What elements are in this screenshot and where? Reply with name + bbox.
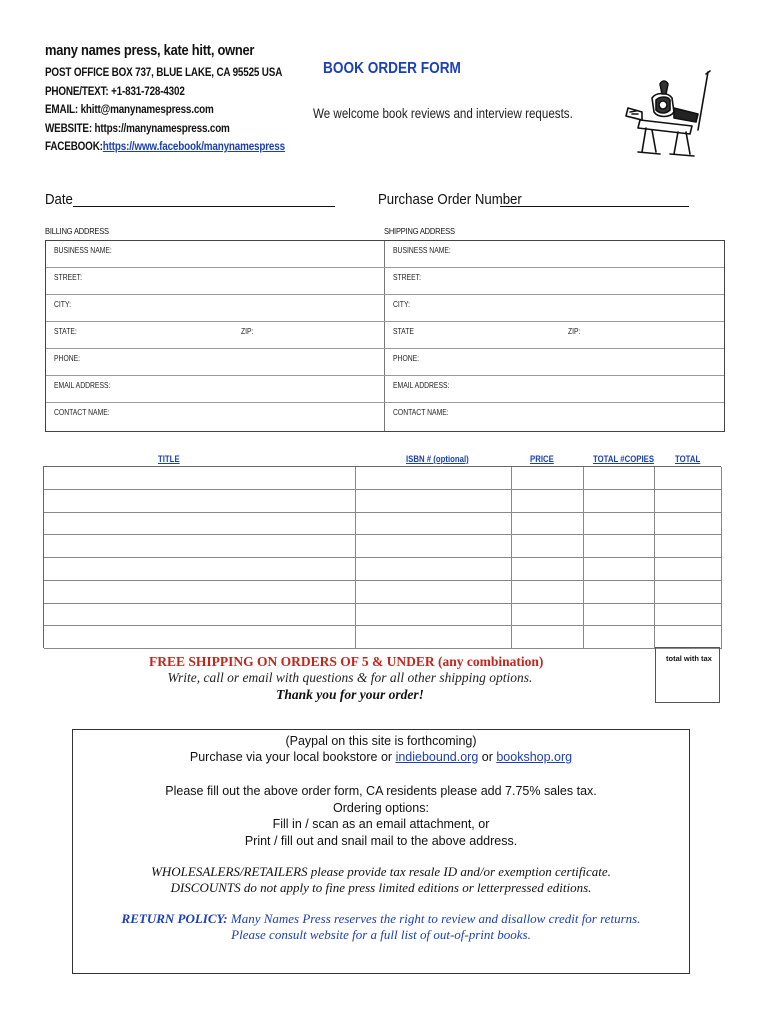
column-header-title: TITLE xyxy=(158,454,180,465)
letterpress-printing-press-icon xyxy=(622,68,714,160)
return-policy-line xyxy=(73,911,689,927)
billing-contact-label: CONTACT NAME: xyxy=(54,408,110,417)
brand-name: many names press, kate hitt, owner xyxy=(45,42,255,59)
order-cell-price[interactable] xyxy=(512,604,584,627)
order-cell-isbn[interactable] xyxy=(356,513,512,536)
free-shipping-note: FREE SHIPPING ON ORDERS OF 5 & UNDER (any combination) xyxy=(149,654,544,669)
phone-line: PHONE/TEXT: +1-831-728-4302 xyxy=(45,86,185,98)
shipping-phone-field[interactable] xyxy=(385,349,724,376)
billing-contact-field[interactable] xyxy=(46,403,384,430)
billing-street-field[interactable] xyxy=(46,268,384,295)
shipping-city-field[interactable] xyxy=(385,295,724,322)
order-cell-isbn[interactable] xyxy=(356,535,512,558)
order-cell-title[interactable] xyxy=(44,467,356,490)
address-row-contact xyxy=(46,403,724,430)
order-cell-total[interactable] xyxy=(655,581,722,604)
ordering-info-box xyxy=(72,729,690,974)
column-header-isbn: ISBN # (optional) xyxy=(406,454,469,465)
form-title: BOOK ORDER FORM xyxy=(323,60,461,77)
paypal-note: (Paypal on this site is forthcoming) xyxy=(285,734,477,748)
billing-address-heading: BILLING ADDRESS xyxy=(45,226,109,236)
facebook-label: FACEBOOK: xyxy=(45,141,103,153)
date-label: Date xyxy=(45,191,73,208)
billing-business-field[interactable] xyxy=(46,241,384,268)
shipping-street-label: STREET: xyxy=(393,273,421,282)
purchase-options-line xyxy=(73,750,689,764)
order-cell-copies[interactable] xyxy=(584,467,655,490)
order-cell-title[interactable] xyxy=(44,604,356,627)
billing-business-label: BUSINESS NAME: xyxy=(54,246,112,255)
order-cell-title[interactable] xyxy=(44,513,356,536)
order-cell-copies[interactable] xyxy=(584,604,655,627)
order-table xyxy=(43,466,721,648)
discounts-note: DISCOUNTS do not apply to fine press limited editions or letterpressed editions. xyxy=(170,880,592,895)
order-cell-title[interactable] xyxy=(44,558,356,581)
address-row-street xyxy=(46,268,724,295)
shipping-phone-label: PHONE: xyxy=(393,354,420,363)
column-header-total-copies: TOTAL #COPIES xyxy=(593,454,655,465)
shipping-street-field[interactable] xyxy=(385,268,724,295)
billing-street-label: STREET: xyxy=(54,273,82,282)
order-cell-price[interactable] xyxy=(512,626,584,649)
ordering-option-email: Fill in / scan as an email attachment, or xyxy=(272,817,490,831)
order-cell-total[interactable] xyxy=(655,535,722,558)
fill-out-note: Please fill out the above order form, CA residents please add 7.75% sales tax. xyxy=(165,784,597,798)
address-row-business xyxy=(46,241,724,268)
website-line: WEBSITE: https://manynamespress.com xyxy=(45,123,230,135)
welcome-text: We welcome book reviews and interview requests. xyxy=(313,106,573,121)
shipping-state-zip-field[interactable] xyxy=(385,322,724,349)
order-cell-total[interactable] xyxy=(655,626,722,649)
billing-email-label: EMAIL ADDRESS: xyxy=(54,381,111,390)
order-cell-total[interactable] xyxy=(655,604,722,627)
facebook-line xyxy=(45,141,285,153)
order-cell-price[interactable] xyxy=(512,513,584,536)
billing-phone-field[interactable] xyxy=(46,349,384,376)
shipping-contact-field[interactable] xyxy=(385,403,724,430)
order-cell-title[interactable] xyxy=(44,581,356,604)
shipping-state-label: STATE xyxy=(393,327,414,336)
order-cell-copies[interactable] xyxy=(584,581,655,604)
shipping-contact-label: CONTACT NAME: xyxy=(393,408,449,417)
shipping-city-label: CITY: xyxy=(393,300,411,309)
order-cell-title[interactable] xyxy=(44,626,356,649)
purchase-or: or xyxy=(478,750,497,764)
column-header-price: PRICE xyxy=(530,454,554,465)
email-line: EMAIL: khitt@manynamespress.com xyxy=(45,104,214,116)
order-cell-isbn[interactable] xyxy=(356,558,512,581)
billing-phone-label: PHONE: xyxy=(54,354,81,363)
shipping-email-label: EMAIL ADDRESS: xyxy=(393,381,450,390)
ordering-options-heading: Ordering options: xyxy=(333,801,429,815)
billing-state-zip-field[interactable] xyxy=(46,322,384,349)
billing-state-label: STATE: xyxy=(54,327,77,336)
shipping-zip-label: ZIP: xyxy=(568,327,581,336)
address-box xyxy=(45,240,725,432)
billing-city-field[interactable] xyxy=(46,295,384,322)
address-row-state-zip xyxy=(46,322,724,349)
order-cell-isbn[interactable] xyxy=(356,604,512,627)
order-cell-total[interactable] xyxy=(655,513,722,536)
return-policy-text: Many Names Press reserves the right to review and disallow credit for returns. xyxy=(227,911,641,926)
order-cell-isbn[interactable] xyxy=(356,626,512,649)
order-cell-copies[interactable] xyxy=(584,513,655,536)
return-policy-label: RETURN POLICY: xyxy=(121,911,228,926)
order-cell-price[interactable] xyxy=(512,535,584,558)
column-header-total: TOTAL xyxy=(675,454,701,465)
order-cell-price[interactable] xyxy=(512,467,584,490)
address-row-city xyxy=(46,295,724,322)
order-cell-title[interactable] xyxy=(44,535,356,558)
indiebound-link[interactable]: indiebound.org xyxy=(395,750,479,764)
order-cell-copies[interactable] xyxy=(584,490,655,513)
billing-zip-label: ZIP: xyxy=(241,327,254,336)
order-cell-price[interactable] xyxy=(512,581,584,604)
wholesalers-note: WHOLESALERS/RETAILERS please provide tax resale ID and/or exemption certificate. xyxy=(151,864,611,879)
order-cell-price[interactable] xyxy=(512,490,584,513)
order-cell-price[interactable] xyxy=(512,558,584,581)
address-row-email xyxy=(46,376,724,403)
facebook-link[interactable]: https://www.facebook/manynamespress xyxy=(102,141,285,153)
order-cell-isbn[interactable] xyxy=(356,490,512,513)
out-of-print-note: Please consult website for a full list of out-of-print books. xyxy=(231,927,531,942)
order-cell-title[interactable] xyxy=(44,490,356,513)
shipping-business-label: BUSINESS NAME: xyxy=(393,246,451,255)
order-cell-isbn[interactable] xyxy=(356,467,512,490)
address-row-phone xyxy=(46,349,724,376)
total-with-tax-label: total with tax xyxy=(666,654,712,663)
order-cell-isbn[interactable] xyxy=(356,581,512,604)
billing-city-label: CITY: xyxy=(54,300,72,309)
order-cell-copies[interactable] xyxy=(584,626,655,649)
shipping-email-field[interactable] xyxy=(385,376,724,403)
bookshop-link[interactable]: bookshop.org xyxy=(496,750,573,764)
order-cell-copies[interactable] xyxy=(584,535,655,558)
billing-email-field[interactable] xyxy=(46,376,384,403)
shipping-address-heading: SHIPPING ADDRESS xyxy=(384,226,455,236)
order-cell-total[interactable] xyxy=(655,558,722,581)
shipping-questions-note: Write, call or email with questions & for all other shipping options. xyxy=(167,670,533,685)
purchase-order-label: Purchase Order Number xyxy=(378,191,522,208)
purchase-order-field-line[interactable] xyxy=(500,206,689,207)
date-field-line[interactable] xyxy=(73,206,335,207)
address-line: POST OFFICE BOX 737, BLUE LAKE, CA 95525 USA xyxy=(45,67,283,79)
order-cell-total[interactable] xyxy=(655,490,722,513)
shipping-business-field[interactable] xyxy=(385,241,724,268)
order-cell-total[interactable] xyxy=(655,467,722,490)
purchase-prefix: Purchase via your local bookstore or xyxy=(189,750,396,764)
order-cell-copies[interactable] xyxy=(584,558,655,581)
ordering-option-mail: Print / fill out and snail mail to the above address. xyxy=(244,834,518,848)
thank-you-note: Thank you for your order! xyxy=(276,687,424,702)
